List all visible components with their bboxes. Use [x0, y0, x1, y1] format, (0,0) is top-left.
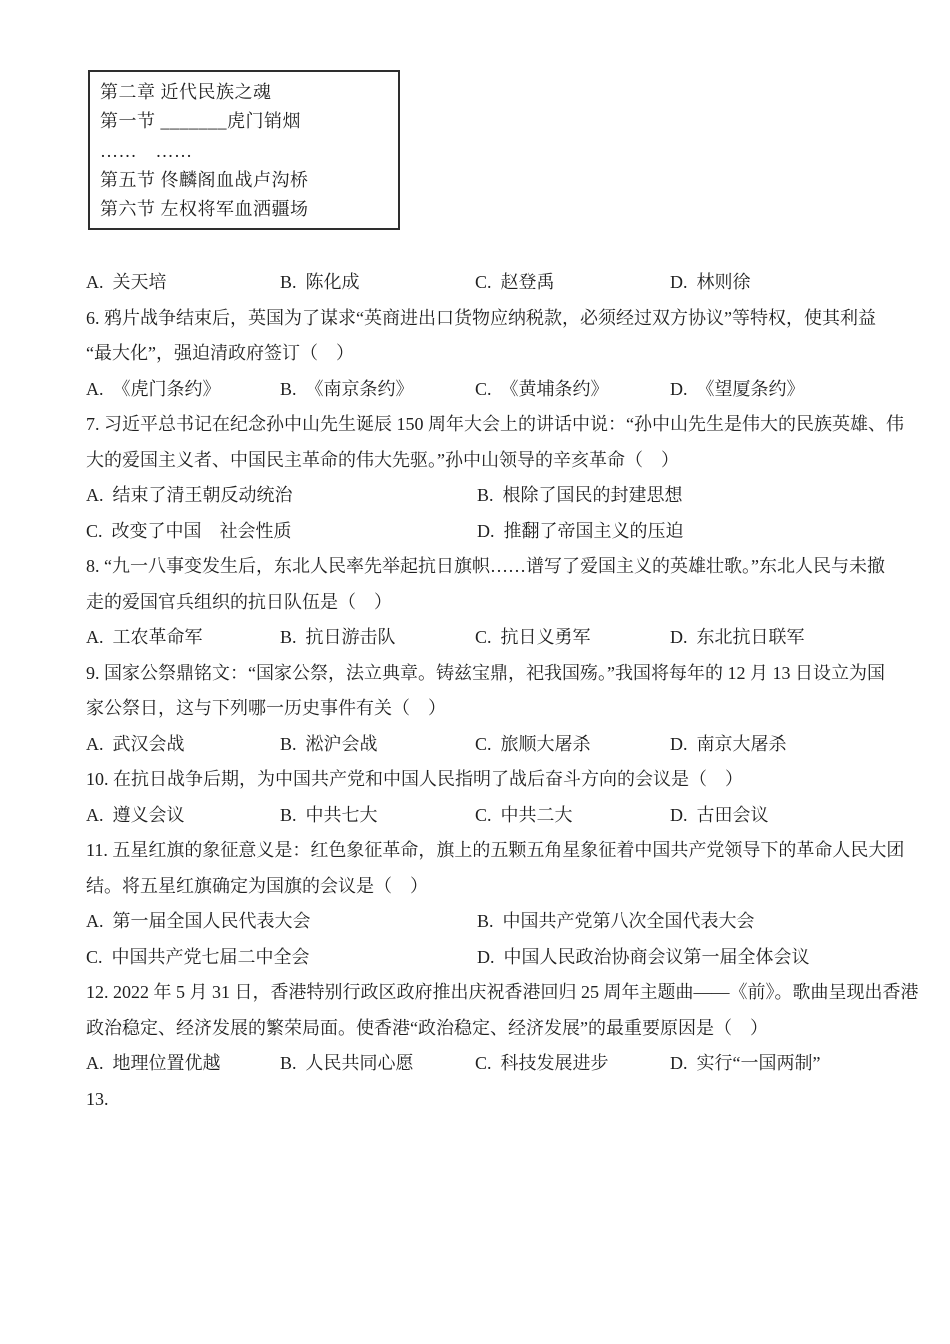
- options-row: [0, 1046, 950, 1082]
- catalog-line: 第二章 近代民族之魂: [100, 82, 272, 102]
- option-text: 科技发展进步: [500, 1053, 609, 1073]
- option-text: 根除了国民的封建思想: [502, 485, 683, 505]
- option-label: C.: [86, 946, 103, 967]
- option-text: 第一届全国人民代表大会: [112, 911, 311, 931]
- options-row: [0, 514, 950, 550]
- option-text: 工农革命军: [112, 627, 203, 647]
- option-label: C.: [475, 804, 492, 825]
- question-text: 大的爱国主义者、中国民主革命的伟大先驱。”孙中山领导的辛亥革命（ ）: [86, 449, 679, 470]
- option-label: A.: [86, 1053, 104, 1073]
- questions-content: [0, 265, 950, 1117]
- option-text: 林则徐: [696, 272, 751, 292]
- option-C: [475, 798, 573, 834]
- option-D: [670, 265, 751, 301]
- question-text-line: [0, 301, 950, 337]
- question-text: 6. 鸦片战争结束后，英国为了谋求“英商进出口货物应纳税款，必须经过双方协议”等特权，使其利益: [86, 307, 876, 328]
- options-row: [0, 478, 950, 514]
- option-B: [477, 904, 755, 940]
- question-text-line: [0, 585, 950, 621]
- option-text: 古田会议: [696, 804, 769, 825]
- question-text-line: [0, 1082, 950, 1118]
- option-text: 陈化成: [305, 272, 360, 292]
- option-A: [86, 904, 311, 940]
- question-text: 政治稳定、经济发展的繁荣局面。使香港“政治稳定、经济发展”的最重要原因是（ ）: [86, 1017, 768, 1038]
- option-D: [477, 514, 684, 550]
- question-text: 家公祭日，这与下列哪一历史事件有关（ ）: [86, 698, 446, 718]
- option-B: [280, 798, 378, 834]
- option-label: A.: [86, 733, 104, 754]
- option-text: 《望厦条约》: [696, 378, 805, 399]
- option-label: B.: [280, 733, 297, 754]
- option-C: [86, 514, 292, 550]
- question-text: “最大化”，强迫清政府签订（ ）: [86, 343, 354, 363]
- option-D: [670, 372, 805, 408]
- question-text: 9. 国家公祭鼎铭文：“国家公祭，法立典章。铸兹宝鼎，祀我国殇。”我国将每年的 12 月 13 日设立为国: [86, 662, 885, 683]
- options-row: [0, 620, 950, 656]
- question-text-line: [0, 691, 950, 727]
- options-row: [0, 265, 950, 301]
- option-D: [670, 620, 805, 656]
- option-label: B.: [477, 485, 494, 505]
- option-label: D.: [670, 627, 688, 647]
- option-text: 中共七大: [305, 804, 378, 825]
- option-text: 中国共产党七届二中全会: [111, 946, 310, 967]
- option-C: [475, 372, 609, 408]
- option-text: 推翻了帝国主义的压迫: [503, 520, 684, 541]
- option-label: A.: [86, 272, 104, 292]
- question-text-line: [0, 762, 950, 798]
- option-label: B.: [280, 1053, 297, 1073]
- option-D: [670, 798, 769, 834]
- option-text: 人民共同心愿: [305, 1053, 414, 1073]
- option-label: A.: [86, 378, 104, 399]
- catalog-line: 第六节 左权将军血洒疆场: [100, 199, 309, 220]
- option-C: [475, 620, 591, 656]
- question-text-line: [0, 975, 950, 1011]
- option-text: 结束了清王朝反动统治: [112, 485, 293, 505]
- question-text: 结。将五星红旗确定为国旗的会议是（ ）: [86, 875, 428, 896]
- option-label: B.: [280, 804, 297, 825]
- question-text: 8. “九一八事变发生后，东北人民率先举起抗日旗帜……谱写了爱国主义的英雄壮歌。”东北人民与未撤: [86, 556, 885, 576]
- option-B: [280, 620, 396, 656]
- option-text: 抗日游击队: [305, 627, 396, 647]
- catalog-line: 第一节 _______虎门销烟: [100, 111, 301, 132]
- question-text-line: [0, 869, 950, 905]
- option-text: 东北抗日联军: [696, 627, 805, 647]
- option-text: 抗日义勇军: [500, 627, 591, 647]
- option-label: B.: [477, 911, 494, 931]
- option-text: 武汉会战: [112, 733, 185, 754]
- option-D: [670, 1046, 820, 1082]
- option-A: [86, 265, 167, 301]
- options-row: [0, 940, 950, 976]
- question-text-line: [0, 549, 950, 585]
- option-label: D.: [670, 272, 688, 292]
- option-B: [280, 727, 378, 763]
- catalog-line: …… ……: [100, 140, 193, 161]
- option-text: 《黄埔条约》: [500, 378, 609, 399]
- option-text: 淞沪会战: [305, 733, 378, 754]
- option-text: 赵登禹: [500, 272, 555, 292]
- option-label: B.: [280, 378, 297, 399]
- option-label: D.: [477, 520, 495, 541]
- option-label: D.: [670, 378, 688, 399]
- question-text-line: [0, 407, 950, 443]
- option-label: B.: [280, 627, 297, 647]
- option-text: 《虎门条约》: [112, 378, 221, 399]
- option-label: B.: [280, 272, 297, 292]
- option-A: [86, 1046, 221, 1082]
- option-label: C.: [475, 378, 492, 399]
- catalog-line: 第五节 佟麟阁血战卢沟桥: [100, 169, 309, 190]
- option-A: [86, 478, 293, 514]
- option-B: [280, 1046, 414, 1082]
- option-text: 实行“一国两制”: [696, 1053, 821, 1073]
- option-text: 关天培: [112, 272, 167, 292]
- option-label: D.: [670, 804, 688, 825]
- option-label: D.: [670, 1053, 688, 1073]
- question-text: 7. 习近平总书记在纪念孙中山先生诞辰 150 周年大会上的讲话中说：“孙中山先生是伟大的民族英雄、伟: [86, 414, 904, 434]
- question-text: 10. 在抗日战争后期，为中国共产党和中国人民指明了战后奋斗方向的会议是（ ）: [86, 769, 743, 789]
- option-label: D.: [477, 946, 495, 967]
- option-B: [477, 478, 683, 514]
- options-row: [0, 727, 950, 763]
- option-text: 地理位置优越: [112, 1053, 221, 1073]
- option-C: [475, 265, 555, 301]
- option-text: 改变了中国 社会性质: [111, 520, 292, 541]
- option-label: A.: [86, 485, 104, 505]
- question-text-line: [0, 656, 950, 692]
- option-text: 旅顺大屠杀: [500, 733, 591, 754]
- option-text: 中共二大: [500, 804, 573, 825]
- option-label: A.: [86, 911, 104, 931]
- option-label: C.: [475, 733, 492, 754]
- option-label: D.: [670, 733, 688, 754]
- option-C: [86, 940, 310, 976]
- option-text: 南京大屠杀: [696, 733, 787, 754]
- option-text: 遵义会议: [112, 804, 185, 825]
- option-label: C.: [475, 627, 492, 647]
- option-text: 中国人民政治协商会议第一届全体会议: [503, 946, 810, 967]
- question-text: 11. 五星红旗的象征意义是：红色象征革命，旗上的五颗五角星象征着中国共产党领导下的革命人民大团: [86, 840, 905, 860]
- question-text: 走的爱国官兵组织的抗日队伍是（ ）: [86, 591, 392, 612]
- option-C: [475, 727, 591, 763]
- option-text: 中国共产党第八次全国代表大会: [502, 911, 755, 931]
- option-label: A.: [86, 804, 104, 825]
- option-B: [280, 372, 414, 408]
- option-A: [86, 798, 185, 834]
- question-text-line: [0, 833, 950, 869]
- option-D: [670, 727, 787, 763]
- option-label: C.: [86, 520, 103, 541]
- option-A: [86, 727, 185, 763]
- option-A: [86, 620, 203, 656]
- option-label: A.: [86, 627, 104, 647]
- textbook-catalog-box: [88, 70, 400, 230]
- option-label: C.: [475, 1053, 492, 1073]
- option-B: [280, 265, 360, 301]
- question-text-line: [0, 443, 950, 479]
- question-text: 13.: [86, 1088, 109, 1109]
- question-text-line: [0, 336, 950, 372]
- options-row: [0, 372, 950, 408]
- option-label: C.: [475, 272, 492, 292]
- question-text-line: [0, 1011, 950, 1047]
- option-D: [477, 940, 810, 976]
- option-C: [475, 1046, 609, 1082]
- option-A: [86, 372, 221, 408]
- question-text: 12. 2022 年 5 月 31 日，香港特别行政区政府推出庆祝香港回归 25 周年主题曲——《前》。歌曲呈现出香港: [86, 982, 919, 1002]
- options-row: [0, 798, 950, 834]
- options-row: [0, 904, 950, 940]
- option-text: 《南京条约》: [305, 378, 414, 399]
